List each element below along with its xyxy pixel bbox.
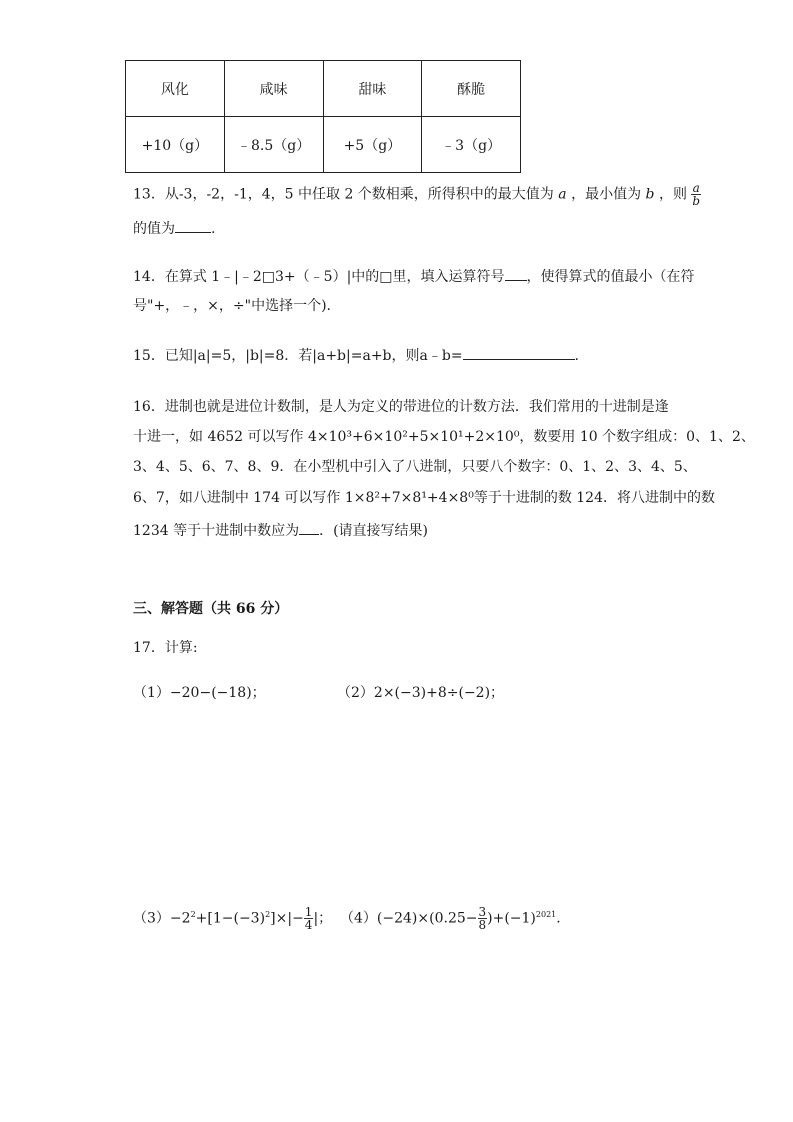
fraction-denominator: 4 [304,918,313,933]
part-expression: (−24)×(0.25− [376,910,478,927]
q17-3-fraction [304,906,314,931]
answer-blank [505,266,527,281]
part-label: （1） [133,685,170,701]
q15-text: 15．已知|a|=5，|b|=8．若|a+b|=a+b，则a﹣b= [133,348,463,364]
fraction-numerator: a [692,181,700,195]
fraction-denominator: 8 [478,918,487,933]
table-value-cell: +5（g） [323,117,422,173]
q13-var-a: a [558,186,567,203]
q17-part-2 [337,682,504,702]
question-13 [133,181,701,208]
table-header-cell: 甜味 [323,61,422,117]
table-header-row [126,61,521,117]
section-heading: 三、解答题（共 66 分） [133,601,289,617]
q17-part-3 [133,905,332,931]
question-16-line5 [133,520,673,541]
question-16-line3: 3、4、5、6、7、8、9．在小型机中引入了八进制，只要八个数字：0、1、2、3、4、5、 [133,459,697,475]
part-expression: −2 [169,910,191,927]
q17-4-fraction [478,906,488,931]
question-14-line2 [133,296,673,316]
question-15 [133,345,673,366]
table-value-cell: +10（g） [126,117,225,173]
question-16-line4: 6、7，如八进制中 174 可以写作 1×8²+7×8¹+4×8⁰等于十进制的数 124．将八进制中的数 [133,490,715,506]
exponent: 2021 [535,910,557,919]
question-16-line1: 16．进制也就是进位计数制，是人为定义的带进位的计数方法．我们常用的十进制是逢 [133,399,669,415]
fraction-denominator: b [692,194,701,208]
answer-blank [299,520,319,535]
answer-blank [175,218,211,233]
question-14 [133,266,695,287]
table-header-cell: 酥脆 [422,61,521,117]
part-expression: )+(−1) [487,910,536,927]
table-value-row [126,117,521,173]
part-label: （3） [133,910,170,927]
part-label: （4） [340,910,377,927]
q13-text: . [211,221,216,237]
part-expression: −20−(−18)； [169,685,266,701]
q14-text: 号"+，﹣，×，÷"中选择一个). [133,298,331,314]
q16-text: 1234 等于十进制中数应为 [133,523,300,539]
answer-blank [463,345,575,360]
question-13-line2 [133,218,673,239]
question-16-line2: 十进一，如 4652 可以写作 4×10³+6×10²+5×10¹+2×10⁰，数要用 10 个数字组成：0、1、2、 [133,429,755,445]
part-expression: . [556,910,561,927]
exponent: 2 [190,910,196,919]
q14-text: ，使得算式的值最小（在符 [526,269,695,285]
part-label: （2） [337,685,374,701]
flavor-table [125,60,521,173]
fraction-numerator: 1 [304,905,313,920]
q13-text: 的值为 [133,221,175,237]
table-header-cell: 风化 [126,61,225,117]
q16-text: ．(请直接写结果) [319,523,429,539]
q14-text: 14．在算式 1﹣|﹣2□3+（﹣5）|中的□里，填入运算符号 [133,269,505,285]
part-expression: |； [313,910,333,927]
part-expression: +[1−(−3) [195,910,266,927]
q13-var-b: b [645,186,655,203]
table-header-cell: 咸味 [224,61,323,117]
part-expression: ]×|− [270,910,304,927]
q13-text: 13．从-3，-2，-1，4，5 中任取 2 个数相乘，所得积中的最大值为 [133,186,554,203]
question-17-title: 17．计算: [133,640,198,656]
q13-fraction [691,182,701,207]
q15-text: . [574,348,579,364]
q17-part-4 [340,905,561,931]
q17-part-1 [133,682,266,702]
exponent: 2 [265,910,271,919]
q13-text: ，最小值为 [571,186,642,203]
part-expression: 2×(−3)+8÷(−2)； [373,685,505,701]
table-value-cell: ﹣3（g） [422,117,521,173]
table-value-cell: ﹣8.5（g） [224,117,323,173]
fraction-numerator: 3 [478,905,487,920]
q13-text: ，则 [658,186,687,203]
